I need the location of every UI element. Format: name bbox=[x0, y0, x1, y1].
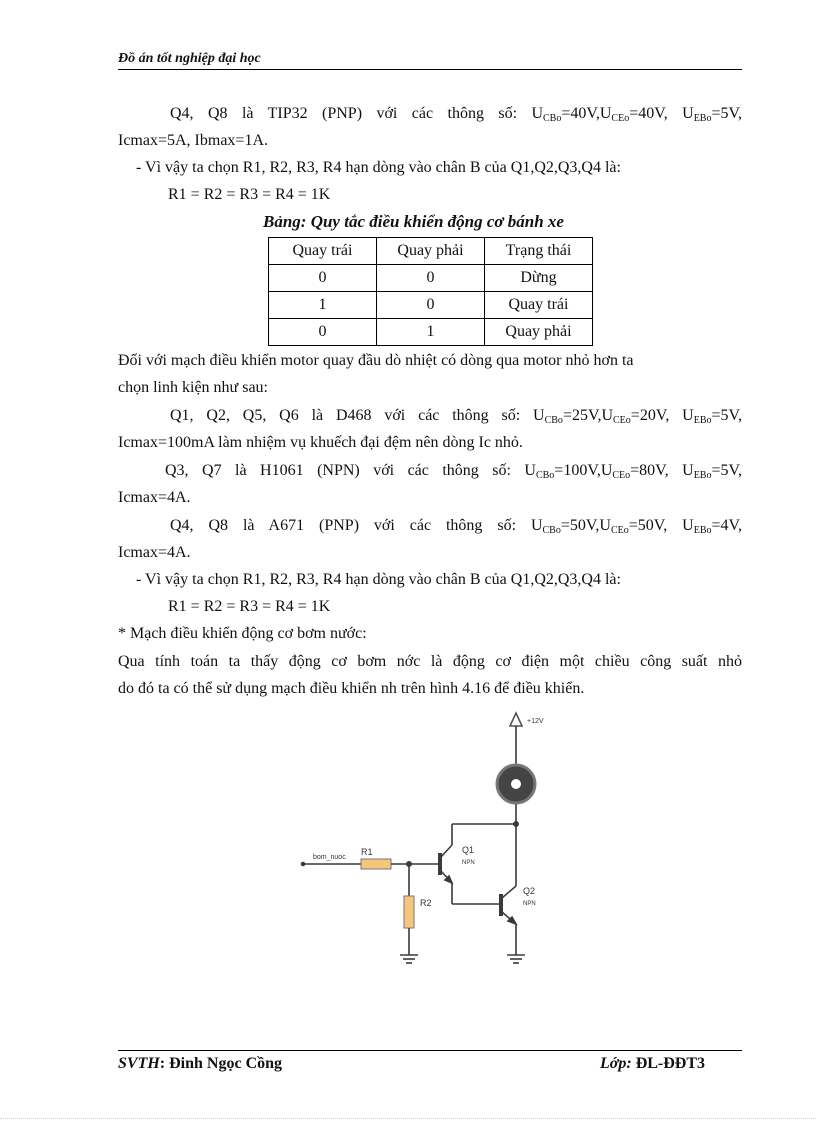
text: =25V,U bbox=[562, 407, 614, 424]
sub: CBo bbox=[543, 113, 562, 124]
table-cell: 1 bbox=[269, 292, 377, 319]
paragraph-a671 bbox=[118, 516, 742, 541]
table-header-cell: Quay trái bbox=[269, 238, 377, 265]
table-cell: 1 bbox=[377, 319, 485, 346]
paragraph-probe-motor: Đối với mạch điều khiển motor quay đầu dò nhiệt có dòng qua motor nhỏ hơn ta bbox=[118, 352, 634, 369]
footer-student-name: : Đinh Ngọc Cồng bbox=[159, 1055, 283, 1072]
text: =20V, U bbox=[630, 407, 694, 424]
header-divider bbox=[118, 69, 742, 70]
table-row bbox=[269, 265, 593, 292]
sub: CBo bbox=[544, 415, 563, 426]
paragraph-line: Icmax=100mA làm nhiệm vụ khuếch đại đệm nên dòng Ic nhỏ. bbox=[118, 434, 523, 451]
page-header-title: Đồ án tốt nghiệp đại học bbox=[118, 51, 261, 66]
table-cell: Dừng bbox=[485, 265, 593, 292]
table-row bbox=[269, 292, 593, 319]
text: =50V,U bbox=[560, 517, 611, 534]
paragraph-d468 bbox=[118, 406, 742, 431]
paragraph-choose-resistors-2: - Vì vậy ta chọn R1, R2, R3, R4 hạn dòng vào chân B của Q1,Q2,Q3,Q4 là: bbox=[136, 571, 621, 588]
text: =5V, bbox=[711, 105, 742, 122]
paragraph-resistor-values-2: R1 = R2 = R3 = R4 = 1K bbox=[168, 598, 331, 615]
text: =80V, U bbox=[630, 462, 694, 479]
footer-svth-label: SVTH bbox=[118, 1055, 160, 1072]
paragraph-q4-q8-tip32 bbox=[118, 104, 742, 129]
paragraph-pump-motor: Qua tính toán ta thấy động cơ bơm nớc là động cơ điện một chiều công suất nhỏ bbox=[118, 653, 742, 670]
paragraph-line: do đó ta có thể sử dụng mạch điều khiển nh trên hình 4.16 để điều khiển. bbox=[118, 680, 585, 697]
page-bottom-border bbox=[0, 1118, 816, 1119]
text: =4V, bbox=[711, 517, 743, 534]
q2-label: Q2 bbox=[523, 886, 536, 896]
sub: CBo bbox=[535, 470, 555, 481]
footer-class bbox=[600, 1055, 705, 1073]
sub: CEo bbox=[611, 113, 630, 124]
sub: EBo bbox=[693, 415, 712, 426]
supply-label: +12V bbox=[527, 718, 544, 725]
text: =40V,U bbox=[561, 105, 612, 122]
footer-divider bbox=[118, 1050, 742, 1051]
pump-driver-circuit-diagram bbox=[290, 708, 580, 983]
sub: CEo bbox=[612, 470, 631, 481]
q1-collector bbox=[441, 845, 452, 857]
control-rules-table bbox=[268, 237, 593, 346]
footer-class-label: Lớp: bbox=[600, 1055, 632, 1072]
sub: EBo bbox=[693, 113, 712, 124]
table-row bbox=[269, 319, 593, 346]
text: Q3, Q7 là H1061 (NPN) với các thông số: U bbox=[165, 462, 536, 479]
text: =100V,U bbox=[554, 462, 613, 479]
sub: CEo bbox=[610, 525, 629, 536]
text: =40V, U bbox=[629, 105, 694, 122]
q2-type: NPN bbox=[523, 901, 536, 907]
table-cell: 0 bbox=[377, 265, 485, 292]
table-cell: Quay phải bbox=[485, 319, 593, 346]
table-caption: Bảng: Quy tắc điều khiển động cơ bánh xe bbox=[263, 212, 564, 231]
table-header-cell: Trạng thái bbox=[485, 238, 593, 265]
text: =5V, bbox=[711, 407, 743, 424]
sub: CBo bbox=[542, 525, 561, 536]
table-cell: 0 bbox=[269, 265, 377, 292]
table-header-row bbox=[269, 238, 593, 265]
footer-class-value: ĐL-ĐĐT3 bbox=[631, 1055, 706, 1072]
text: Q4, Q8 là TIP32 (PNP) với các thông số: U bbox=[170, 105, 543, 122]
text: =5V, bbox=[711, 462, 742, 479]
q1-label: Q1 bbox=[462, 845, 475, 855]
paragraph-choose-resistors: - Vì vậy ta chọn R1, R2, R3, R4 hạn dòng vào chân B của Q1,Q2,Q3,Q4 là: bbox=[136, 159, 621, 176]
paragraph-line: Icmax=4A. bbox=[118, 544, 191, 561]
table-header-cell: Quay phải bbox=[377, 238, 485, 265]
resistor-r2 bbox=[404, 896, 414, 928]
text: Q1, Q2, Q5, Q6 là D468 với các thông số: U bbox=[170, 407, 545, 424]
paragraph-resistor-values: R1 = R2 = R3 = R4 = 1K bbox=[168, 186, 331, 203]
sub: EBo bbox=[693, 470, 712, 481]
supply-arrow-icon bbox=[510, 713, 522, 726]
q2-collector bbox=[502, 886, 516, 898]
r1-label: R1 bbox=[361, 847, 373, 857]
table-cell: 0 bbox=[377, 292, 485, 319]
table-cell: Quay trái bbox=[485, 292, 593, 319]
text: =50V, U bbox=[628, 517, 694, 534]
paragraph-h1061 bbox=[118, 461, 742, 486]
sub: EBo bbox=[693, 525, 712, 536]
text: Q4, Q8 là A671 (PNP) với các thông số: U bbox=[170, 517, 543, 534]
paragraph-line: Icmax=5A, Ibmax=1A. bbox=[118, 132, 269, 149]
motor-center bbox=[511, 779, 521, 789]
q1-type: NPN bbox=[462, 860, 475, 866]
section-heading-pump-control: * Mạch điều khiển động cơ bơm nước: bbox=[118, 625, 367, 642]
junction-dot bbox=[514, 822, 518, 826]
footer-student bbox=[118, 1055, 282, 1073]
input-label: bom_nuoc bbox=[313, 854, 346, 861]
resistor-r1 bbox=[361, 859, 391, 869]
paragraph-line: Icmax=4A. bbox=[118, 489, 191, 506]
paragraph-line: chọn linh kiện như sau: bbox=[118, 379, 268, 396]
table-cell: 0 bbox=[269, 319, 377, 346]
sub: CEo bbox=[613, 415, 631, 426]
r2-label: R2 bbox=[420, 898, 432, 908]
